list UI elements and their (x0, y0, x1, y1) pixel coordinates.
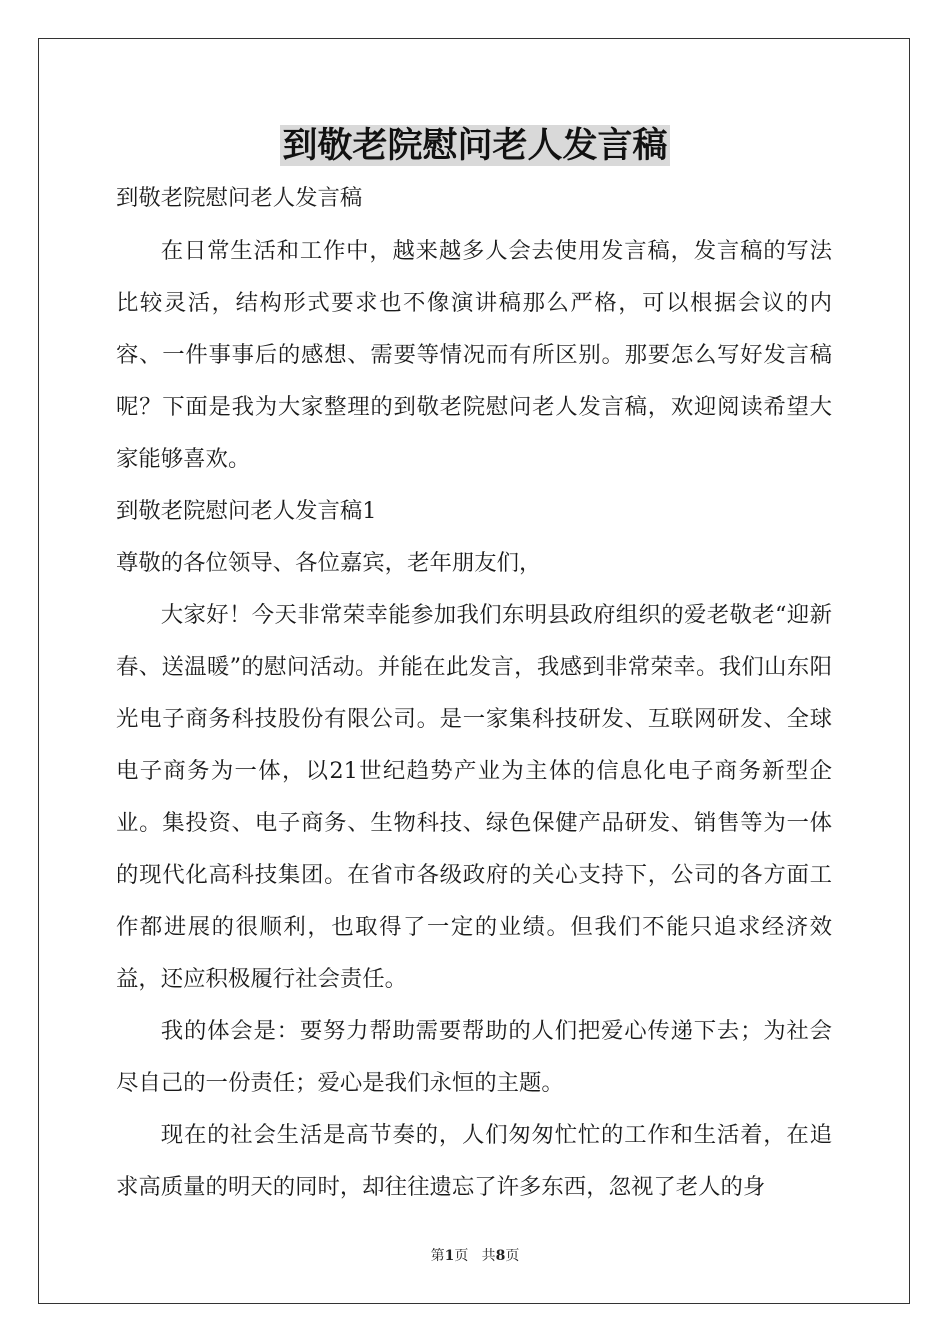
paragraph-1: 在日常生活和工作中，越来越多人会去使用发言稿，发言稿的写法比较灵活，结构形式要求也不像演讲稿那么严格，可以根据会议的内容、一件事事后的感想、需要等情况而有所区别。那要怎么写好发言稿呢？下面是我为大家整理的到敬老院慰问老人发言稿，欢迎阅读希望大家能够喜欢。 (116, 238, 832, 472)
page-footer (0, 1246, 950, 1266)
paragraph-4: 大家好！今天非常荣幸能参加我们东明县政府组织的爱老敬老“迎新春、送温暖”的慰问活动。并能在此发言，我感到非常荣幸。我们山东阳光电子商务科技股份有限公司。是一家集科技研发、互联网研发、全球电子商务为一体，以21世纪趋势产业为主体的信息化电子商务新型企业。集投资、电子商务、生物科技、绿色保健产品研发、销售等为一体的现代化高科技集团。在省市各级政府的关心支持下，公司的各方面工作都进展的很顺利，也取得了一定的业绩。但我们不能只追求经济效益，还应积极履行社会责任。 (116, 602, 832, 992)
paragraph-5: 我的体会是：要努力帮助需要帮助的人们把爱心传递下去；为社会尽自己的一份责任；爱心是我们永恒的主题。 (116, 1018, 832, 1096)
paragraph-3: 尊敬的各位领导、各位嘉宾，老年朋友们， (116, 550, 542, 576)
total-suffix: 页 (505, 1248, 520, 1264)
page-number: 1 (444, 1248, 455, 1264)
document-title: 到敬老院慰问老人发言稿 (282, 125, 668, 166)
page-prefix: 第 (430, 1248, 445, 1264)
paragraph-2: 到敬老院慰问老人发言稿1 (116, 498, 377, 524)
paragraph-6: 现在的社会生活是高节奏的，人们匆匆忙忙的工作和生活着，在追求高质量的明天的同时，却往往遗忘了许多东西，忽视了老人的身 (116, 1122, 832, 1200)
total-prefix: 共 (481, 1248, 496, 1264)
paragraph-0: 到敬老院慰问老人发言稿 (116, 185, 363, 211)
document-body (116, 172, 832, 1213)
page-suffix: 页 (454, 1248, 469, 1264)
total-pages: 8 (495, 1248, 506, 1264)
